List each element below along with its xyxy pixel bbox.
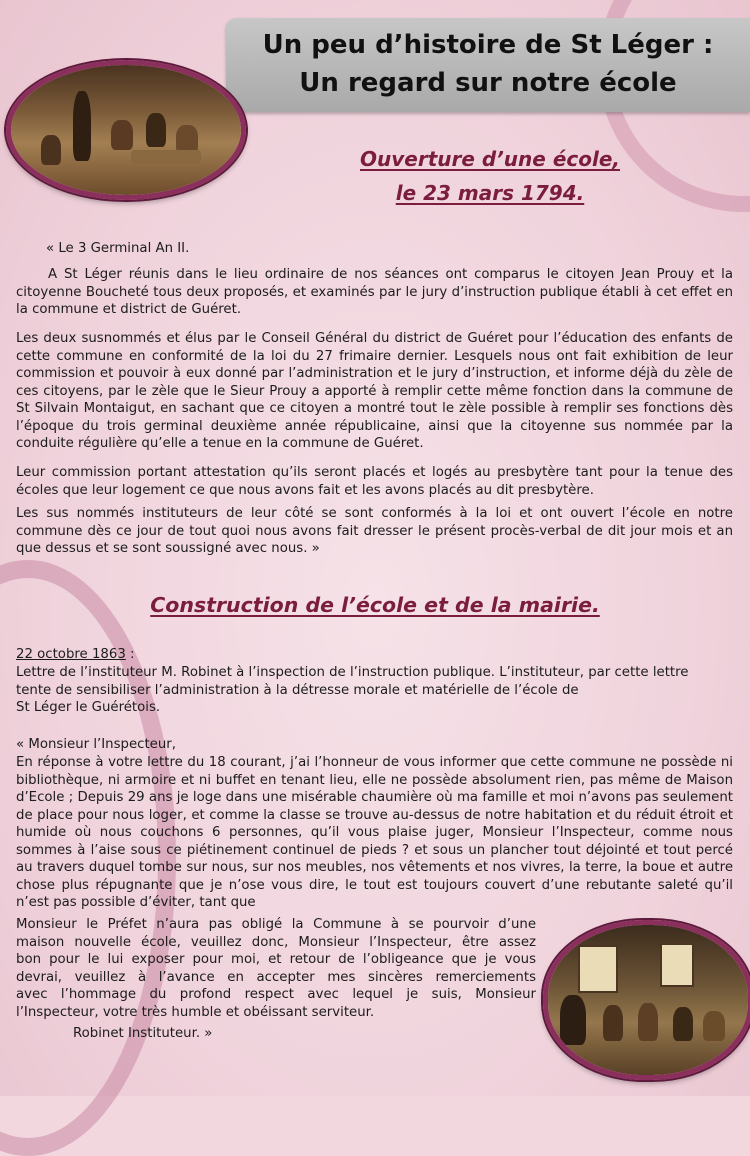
heading-line-2: le 23 mars 1794. xyxy=(395,181,585,205)
paragraph-2: Les deux susnommés et élus par le Conseil Général du district de Guéret pour l’éducation des enfants de cette commune en conformité de la loi du 27 frimaire dernier. Lesquels nous ont fait exhibition de leur commission et pouvoir à eux donné par l’administration et le jury d’instruction, et informe déjà du zèle de ces citoyens, par le zèle que le Sieur Prouy a apporté à remplir cette même fonction dans la commune de St Silvain Montaigut, en sachant que ce citoyen a montré tout le zèle possible à remplir ses fonctions dès l’époque du trois germinal deuxième année républicaine, ainsi que la citoyenne sus nommée par la conduite régulière qu’elle a tenue en la commune de Guéret. xyxy=(16,331,733,451)
title-line-1: Un peu d’histoire de St Léger : xyxy=(262,30,714,60)
intro-line: tente de sensibiliser l’administration à la détresse morale et matérielle de l’école de xyxy=(16,682,579,698)
section-heading-ouverture xyxy=(330,142,650,210)
letter-line: devrai, veuillez à l’avance en accepter mes sincères remerciements xyxy=(16,969,536,985)
letter-line: avec l’hommage du profond respect avec lequel je suis, Monsieur xyxy=(16,987,536,1002)
letter-intro xyxy=(16,664,733,717)
paragraph-4: Les sus nommés instituteurs de leur côté se sont conformés à la loi et ont ouvert l’école en notre commune dès ce jour de tout quoi nous avons fait dresser le présent procès-verbal de dit jour mois et an que dessus et se sont soussigné avec nous. » xyxy=(16,506,733,556)
letter-line: maison nouvelle école, veuillez donc, Monsieur l’Inspecteur, être assez xyxy=(16,934,536,950)
paragraph-1: A St Léger réunis dans le lieu ordinaire de nos séances ont comparus le citoyen Jean Prouy et la citoyenne Boucheté tous deux proposés, et examinés par le jury d’instruction publique établi à cet effet en la commune et district de Guéret. xyxy=(16,267,733,317)
paragraph-3: Leur commission portant attestation qu’ils seront placés et logés au presbytère tant pour la tenue des écoles que leur logement ce que nous avons fait et les avons placés au dit presbytère. xyxy=(16,465,733,498)
title-banner xyxy=(226,18,750,112)
date-suffix: : xyxy=(125,647,135,662)
date-text: 22 octobre 1863 xyxy=(16,647,126,662)
letter-date xyxy=(16,646,135,663)
classroom-painting-top xyxy=(6,60,246,200)
section-heading-construction: Construction de l’école et de la mairie. xyxy=(150,593,600,617)
quote-opening: « Le 3 Germinal An II. xyxy=(46,241,190,256)
painting-scene xyxy=(11,65,241,195)
painting-scene xyxy=(548,925,748,1075)
classroom-painting-bottom xyxy=(543,920,750,1080)
letter-body-narrow xyxy=(16,916,536,1021)
letter-line: l’Inspecteur, votre très humble et obéissant serviteur. xyxy=(16,1004,375,1020)
letter-salutation: « Monsieur l’Inspecteur, xyxy=(16,737,176,752)
heading-line-1: Ouverture d’une école, xyxy=(360,147,620,171)
intro-line: St Léger le Guérétois. xyxy=(16,700,161,715)
letter-body-wide: En réponse à votre lettre du 18 courant, j’ai l’honneur de vous informer que cette commune ne possède ni bibliothèque, ni armoire et ni buffet en tenant lieu, elle ne possède absolument rien, pas même de Maison d’Ecole ; Depuis 29 ans je loge dans une misérable chaumière où ma famille et moi n’avons pas seulement de place pour nous loger, et comme la classe se trouve au-dessus de notre habitation et du réduit étroit et humide où nous couchons 6 personnes, qu’il vous plaise juger, Monsieur l’Inspecteur, comme nous sommes à l’aise sous ce piétinement continuel de pieds ? et sous un plancher tout déjointé et tout percé au travers duquel tombe sur nous, sur nos meubles, nos vêtements et nos vivres, la terre, la boue et autre chose plus répugnante que je n’ose vous dire, le tout est toujours couvert d’une rebutante saleté qu’il n’est pas possible d’éviter, tant que xyxy=(16,755,733,910)
intro-line: Lettre de l’instituteur M. Robinet à l’inspection de l’instruction publique. L’instituteur, par cette lettre xyxy=(16,665,689,680)
letter-line: Monsieur le Préfet n’aura pas obligé la Commune à se pourvoir d’une xyxy=(16,917,536,932)
letter-line: bon pour le lui exposer pour moi, et retour de l’obligeance que je vous xyxy=(16,952,536,967)
signature: Robinet Instituteur. » xyxy=(73,1026,213,1041)
title-line-2: Un regard sur notre école xyxy=(299,68,677,98)
